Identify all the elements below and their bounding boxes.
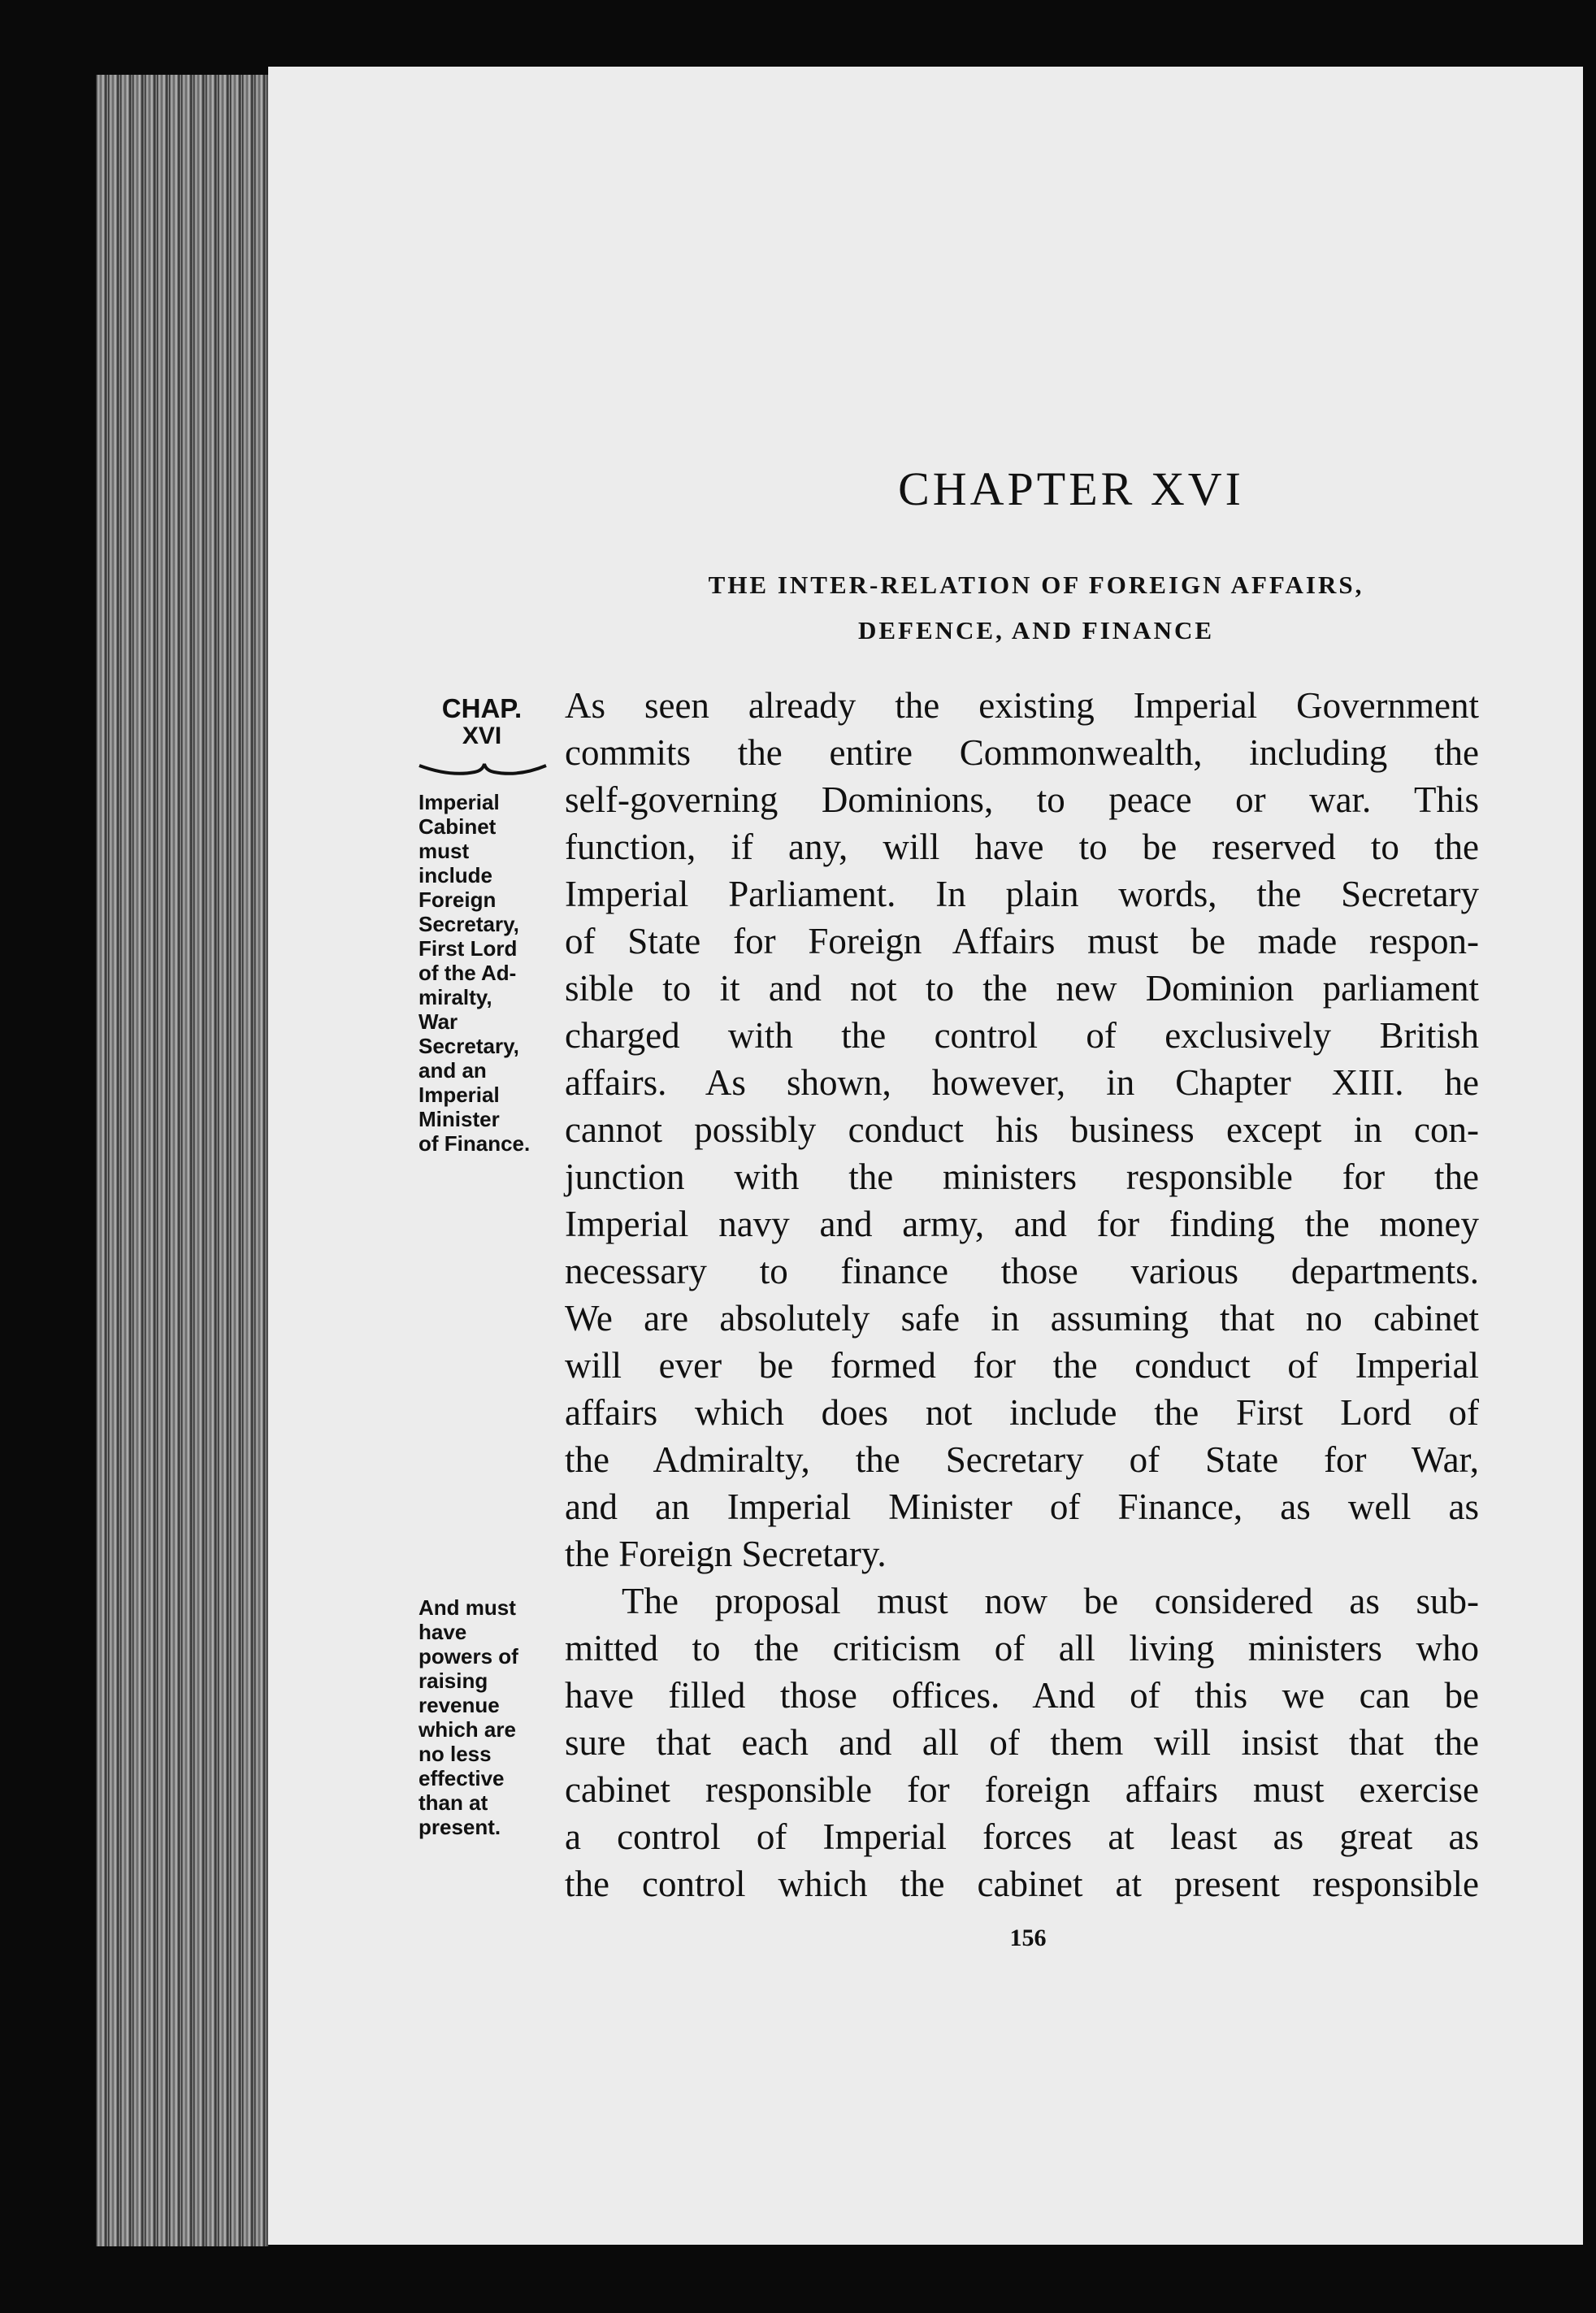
body-line: Imperial Parliament. In plain words, the Secretary <box>565 874 1479 914</box>
page-edges <box>96 75 268 2246</box>
sidenote-line: must <box>419 839 470 863</box>
sidenote-line: Cabinet <box>419 814 497 839</box>
margin-chap-word: CHAP. <box>441 693 523 723</box>
body-line: As seen already the existing Imperial Government <box>565 685 1479 726</box>
sidenote-line: which are <box>419 1717 516 1742</box>
body-text <box>565 682 1479 1907</box>
sidenote-revenue <box>419 1595 558 1839</box>
sidenote-line: raising <box>419 1669 488 1693</box>
sidenote-line: Secretary, <box>419 1034 519 1058</box>
body-line: necessary to finance those various departments. <box>565 1251 1479 1291</box>
sidenote-line: of Finance. <box>419 1131 531 1156</box>
sidenote-line: Foreign <box>419 887 497 912</box>
sidenote-line: Minister <box>419 1107 500 1131</box>
body-line: charged with the control of exclusively British <box>565 1015 1479 1056</box>
body-line: commits the entire Commonwealth, including the <box>565 732 1479 773</box>
brace-ornament-icon <box>418 759 548 782</box>
sidenote-line: First Lord <box>419 936 518 961</box>
sidenote-line: effective <box>419 1766 505 1790</box>
sidenote-line: and an <box>419 1058 487 1083</box>
body-line: affairs which does not include the First Lord of <box>565 1392 1479 1433</box>
sidenote-line: Secretary, <box>419 912 519 936</box>
body-line: have filled those offices. And of this we can be <box>565 1675 1479 1716</box>
body-line: junction with the ministers responsible for the <box>565 1156 1479 1197</box>
body-line: the Admiralty, the Secretary of State for War, <box>565 1439 1479 1480</box>
body-line: will ever be formed for the conduct of Imperial <box>565 1345 1479 1386</box>
body-line: cannot possibly conduct his business except in con- <box>565 1109 1479 1150</box>
body-line: Imperial navy and army, and for finding the money <box>565 1204 1479 1244</box>
sidenote-line: miralty, <box>419 985 492 1009</box>
sidenote-line: than at <box>419 1790 488 1815</box>
sidenote-line: no less <box>419 1742 492 1766</box>
margin-chap-number: XVI <box>462 723 502 749</box>
sidenote-line: of the Ad- <box>419 961 517 985</box>
body-line: function, if any, will have to be reserved to the <box>565 827 1479 867</box>
body-line: of State for Foreign Affairs must be made respon- <box>565 921 1479 961</box>
sidenote-cabinet <box>419 790 558 1156</box>
sidenote-line: Imperial <box>419 790 500 814</box>
body-line: The proposal must now be considered as sub- <box>622 1581 1479 1621</box>
body-line: the control which the cabinet at present responsible <box>565 1864 1479 1904</box>
body-line: cabinet responsible for foreign affairs must exercise <box>565 1769 1479 1810</box>
sidenote-line: have <box>419 1620 467 1644</box>
chapter-subtitle <box>618 562 1455 653</box>
body-line: sure that each and all of them will insist that the <box>565 1722 1479 1763</box>
subtitle-line: THE INTER-RELATION OF FOREIGN AFFAIRS, <box>708 571 1364 599</box>
subtitle-line: DEFENCE, AND FINANCE <box>857 616 1215 644</box>
sidenote-line: present. <box>419 1815 501 1839</box>
sidenote-line: powers of <box>419 1644 518 1669</box>
sidenote-line: revenue <box>419 1693 500 1717</box>
sidenote-line: War <box>419 1009 458 1034</box>
body-line: and an Imperial Minister of Finance, as well as <box>565 1486 1479 1527</box>
page-number: 156 <box>1009 1925 1047 1951</box>
sidenote-line: include <box>419 863 493 887</box>
sidenote-line: Imperial <box>419 1083 500 1107</box>
body-line: the Foreign Secretary. <box>565 1534 887 1574</box>
body-line: mitted to the criticism of all living ministers who <box>565 1628 1479 1669</box>
body-line: a control of Imperial forces at least as great as <box>565 1816 1479 1857</box>
body-line: We are absolutely safe in assuming that no cabinet <box>565 1298 1479 1339</box>
chapter-title: CHAPTER XVI <box>898 462 1244 515</box>
body-line: sible to it and not to the new Dominion parliament <box>565 968 1479 1009</box>
sidenote-line: And must <box>419 1595 516 1620</box>
margin-chapter-label <box>413 695 551 750</box>
body-line: affairs. As shown, however, in Chapter XIII. he <box>565 1062 1479 1103</box>
body-line: self-governing Dominions, to peace or war. This <box>565 779 1479 820</box>
